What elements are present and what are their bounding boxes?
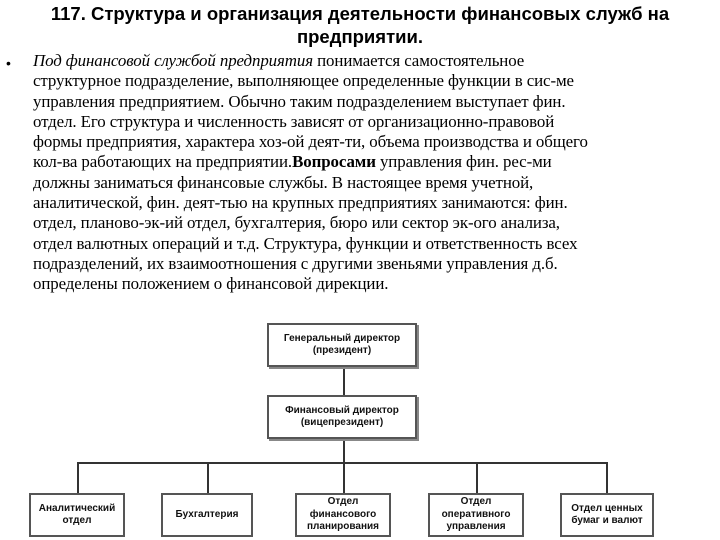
cfo-line-1: Финансовый директор [285,404,399,416]
paragraph-line-10: отдел валютных операций и т.д. Структура, функции и ответственность всех [33,233,578,253]
ceo-line-2: (президент) [312,345,372,356]
title-line-2: предприятии. [296,26,424,47]
connector-drop-3 [343,462,345,494]
paragraph-line-11: подразделений, их взаимоотношения с другими звеньями управления д.б. [33,253,558,273]
dept-4-line-3: управления [446,521,506,533]
box-ceo [267,323,417,367]
box-dept-securities [560,493,654,537]
connector-bus [77,462,607,464]
connector-drop-1 [77,462,79,494]
connector-ceo-cfo [343,365,345,395]
page-title [10,2,710,48]
dept-2-line-1: Бухгалтерия [175,508,239,520]
paragraph-line-5: формы предприятия, характера хоз-ой деят-ти, объема производства и общего [33,132,588,152]
paragraph-line-8: аналитической, фин. деят-тью на крупных предприятиях занимаются: фин. [33,193,568,213]
body-paragraph [33,51,709,295]
dept-4-line-2: оперативного [441,508,511,520]
dept-5-line-2: бумаг и валют [571,515,643,526]
paragraph-line-2: структурное подразделение, выполняющее определенные функции в сис-ме [33,71,574,91]
dept-1-line-1: Аналитический [38,502,116,514]
paragraph-line-4: отдел. Его структура и численность зависят от организационно-правовой [33,111,555,131]
title-line-1: 117. Структура и организация деятельности финансовых служб на [50,3,670,24]
dept-5-line-1: Отдел ценных [571,502,643,514]
paragraph-line-7: должны заниматься финансовые службы. В настоящее время учетной, [33,172,534,192]
connector-drop-5 [606,462,608,494]
term-italic: Под финансовой службой предприятия [33,51,313,70]
dept-4-line-1: Отдел [460,496,492,508]
line-6-pre: кол-ва работающих на предприятии. [33,152,293,172]
bullet-marker: • [6,55,11,71]
box-dept-fin-planning [295,493,391,537]
line-6-post: управления фин. рес-ми [375,152,552,172]
box-dept-accounting [161,493,253,537]
paragraph-line-6 [33,152,709,172]
dept-3-line-3: планирования [307,521,379,533]
box-dept-analytical [29,493,125,537]
box-cfo [267,395,417,439]
paragraph-line-9: отдел, планово-эк-ий отдел, бухгалтерия, бюро или сектор эк-ого анализа, [33,213,560,233]
connector-drop-4 [476,462,478,494]
box-dept-operational [428,493,524,537]
connector-cfo-bus [343,437,345,462]
dept-3-line-2: финансового [309,508,377,520]
ceo-line-1: Генеральный директор [283,332,401,344]
paragraph-line-1 [33,51,709,71]
paragraph-line-3: управления предприятием. Обычно таким подразделением выступает фин. [33,91,566,111]
paragraph-line-12: определены положением о финансовой дирекции. [33,274,389,294]
dept-3-line-1: Отдел [327,496,359,508]
connector-drop-2 [207,462,209,494]
dept-1-line-2: отдел [62,515,92,526]
term-bold: Вопросами [292,152,376,172]
cfo-line-2: (вицепрезидент) [300,417,384,428]
line-1-rest: понимается самостоятельное [312,51,525,70]
